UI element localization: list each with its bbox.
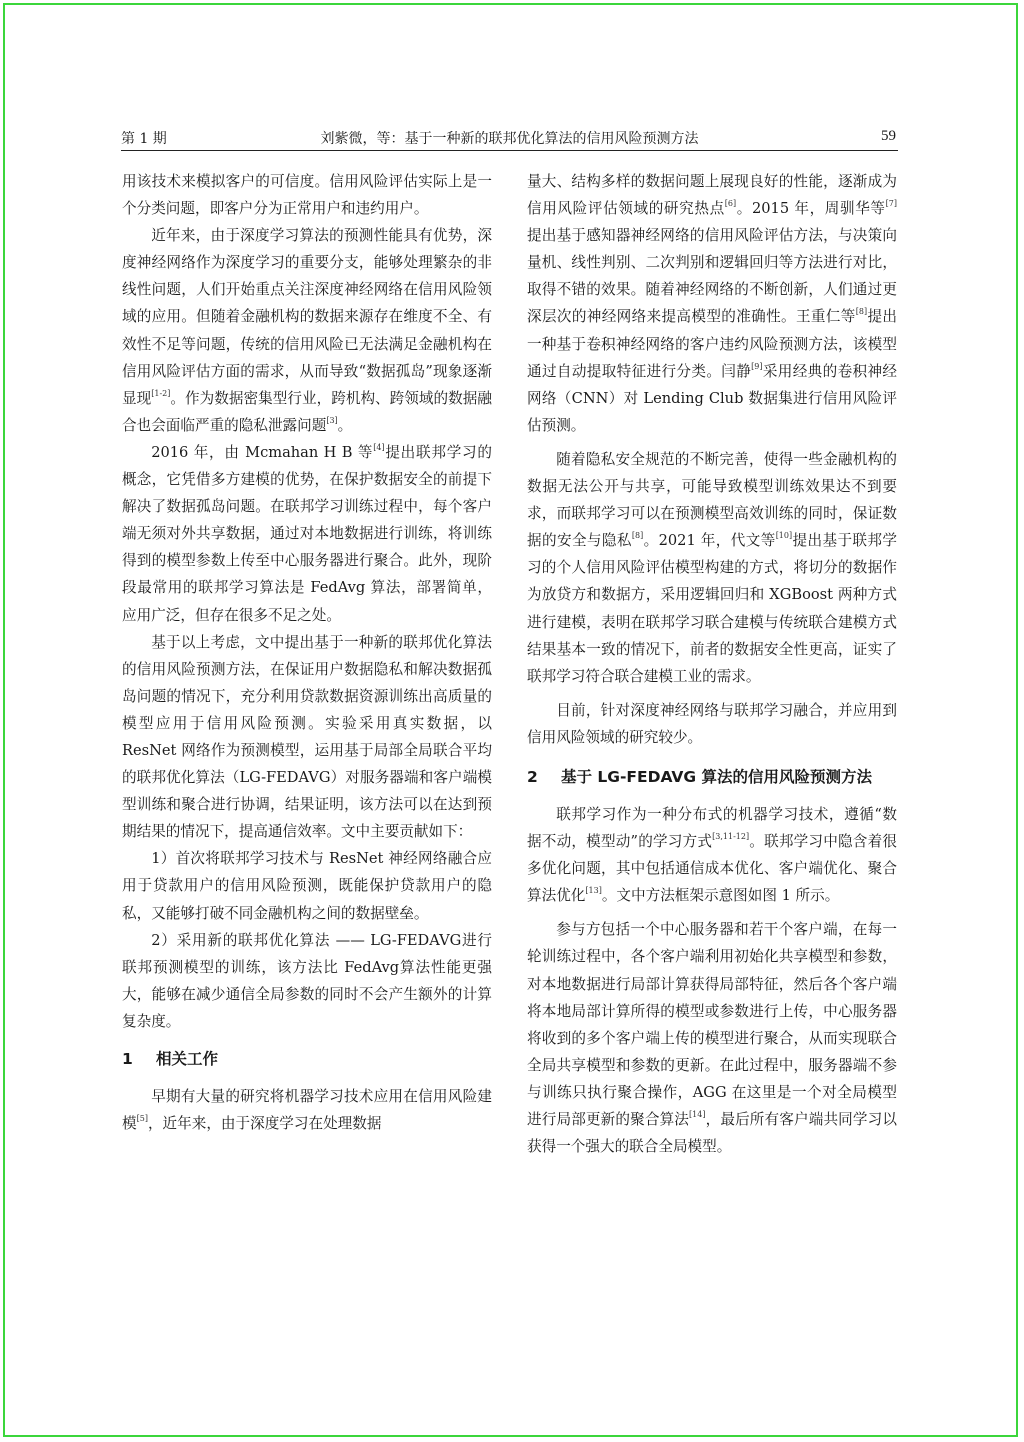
- citation[interactable]: [6]: [724, 199, 737, 209]
- citation[interactable]: [7]: [885, 199, 897, 209]
- paragraph: 参与方包括一个中心服务器和若干个客户端，在每一轮训练过程中，各个客户端利用初始化共享模型和参数，对本地数据进行局部计算获得局部特征，然后各个客户端将本地局部计算所得的模型或参数进行上传，中心服务器将收到的多个客户端上传的模型进行聚合，从而实现联合全局共享模型和参数的更新。在此过程中，服务器端不参与训练只执行聚合操作，AGG 在这里是一个对全局模型进行局部更新的聚合算法[14]，最后所有客户端共同学习以获得一个强大的联合全局模型。: [527, 921, 897, 1156]
- paragraph: 目前，针对深度神经网络与联邦学习融合，并应用到信用风险领域的研究较少。: [527, 701, 897, 746]
- running-header: [121, 124, 898, 154]
- citation[interactable]: [3,11-12]: [712, 832, 750, 842]
- right-column: [527, 168, 897, 1160]
- citation[interactable]: [10]: [775, 531, 793, 541]
- section-heading: 2 基于 LG-FEDAVG 算法的信用风险预测方法: [527, 767, 873, 786]
- paragraph: 随着隐私安全规范的不断完善，使得一些金融机构的数据无法公开与共享，可能导致模型训练效果达不到要求，而联邦学习可以在预测模型高效训练的同时，保证数据的安全与隐私[8]。2021 年，代文等[10]提出基于联邦学习的个人信用风险评估模型构建的方式，将切分的数据作为放贷方和数据方，采用逻辑回归和 XGBoost 两种方式进行建模，表明在联邦学习联合建模与传统联合建模方式结果基本一致的情况下，前者的数据安全性更高，证实了联邦学习符合联合建模工业的需求。: [527, 450, 897, 685]
- paragraph: 近年来，由于深度学习算法的预测性能具有优势，深度神经网络作为深度学习的重要分支，能够处理繁杂的非线性问题，人们开始重点关注深度神经网络在信用风险领域的应用。但随着金融机构的数据来源存在维度不全、有效性不足等问题，传统的信用风险已无法满足金融机构在信用风险评估方面的需求，从而导致“数据孤岛”现象逐渐显现[1-2]。作为数据密集型行业，跨机构、跨领域的数据融合也会面临严重的隐私泄露问题[3]。: [122, 227, 492, 434]
- citation[interactable]: [14]: [689, 1110, 706, 1119]
- citation[interactable]: [8]: [631, 531, 644, 541]
- header-rule: [121, 150, 898, 151]
- paragraph: 量大、结构多样的数据问题上展现良好的性能，逐渐成为信用风险评估领域的研究热点[6]。2015 年，周驯华等[7]提出基于感知器神经网络的信用风险评估方法，与决策向量机、线性判别、二次判别和逻辑回归等方法进行对比，取得不错的效果。随着神经网络的不断创新，人们通过更深层次的神经网络来提高模型的准确性。王重仁等[8]提出一种基于卷积神经网络的客户违约风险预测方法，该模型通过自动提取特征进行分类。闫静[9]采用经典的卷积神经网络（CNN）对 Lending Club 数据集进行信用风险评估预测。: [527, 173, 897, 434]
- paragraph: 早期有大量的研究将机器学习技术应用在信用风险建模[5]，近年来，由于深度学习在处理数据: [122, 1088, 492, 1133]
- citation[interactable]: [4]: [373, 442, 385, 452]
- citation[interactable]: [3]: [326, 415, 338, 425]
- citation[interactable]: [5]: [136, 1114, 148, 1124]
- left-column: [122, 168, 492, 1137]
- citation[interactable]: [8]: [855, 307, 868, 317]
- paragraph: 用该技术来模拟客户的可信度。信用风险评估实际上是一个分类问题，即客户分为正常用户和违约用户。: [122, 173, 492, 218]
- citation[interactable]: [9]: [751, 361, 763, 371]
- paragraph: 2016 年，由 Mcmahan H B 等[4]提出联邦学习的概念，它凭借多方建模的优势，在保护数据安全的前提下解决了数据孤岛问题。在联邦学习训练过程中，每个客户端无须对外共享数据，通过对本地数据进行训练，将训练得到的模型参数上传至中心服务器进行聚合。此外，现阶段最常用的联邦学习算法是 FedAvg 算法，部署简单，应用广泛，但存在很多不足之处。: [122, 442, 492, 624]
- citation[interactable]: [13]: [585, 886, 602, 896]
- paragraph: 1）首次将联邦学习技术与 ResNet 神经网络融合应用于贷款用户的信用风险预测，既能保护贷款用户的隐私，又能够打破不同金融机构之间的数据壁垒。: [122, 850, 492, 922]
- issue-label: 第 1 期: [121, 131, 167, 147]
- paragraph: 基于以上考虑，文中提出基于一种新的联邦优化算法的信用风险预测方法，在保证用户数据隐私和解决数据孤岛问题的情况下，充分利用贷款数据资源训练出高质量的模型应用于信用风险预测。实验采用真实数据，以 ResNet 网络作为预测模型，运用基于局部全局联合平均的联邦优化算法（LG-FEDAVG）对服务器端和客户端模型训练和聚合进行协调，结果证明，该方法可以在达到预期结果的情况下，提高通信效率。文中主要贡献如下：: [122, 633, 492, 841]
- running-title: 刘紫微，等：基于一种新的联邦优化算法的信用风险预测方法: [320, 131, 699, 147]
- section-heading: 1 相关工作: [122, 1050, 219, 1068]
- paragraph: 联邦学习作为一种分布式的机器学习技术，遵循“数据不动，模型动”的学习方式[3,11-12]。联邦学习中隐含着很多优化问题，其中包括通信成本优化、客户端优化、聚合算法优化[13]。文中方法框架示意图如图 1 所示。: [527, 805, 897, 905]
- page-number: 59: [881, 128, 896, 144]
- paragraph: 2）采用新的联邦优化算法 —— LG-FEDAVG进行联邦预测模型的训练，该方法比 FedAvg算法性能更强大，能够在减少通信全局参数的同时不会产生额外的计算复杂度。: [122, 931, 492, 1030]
- citation[interactable]: [1-2]: [151, 388, 171, 398]
